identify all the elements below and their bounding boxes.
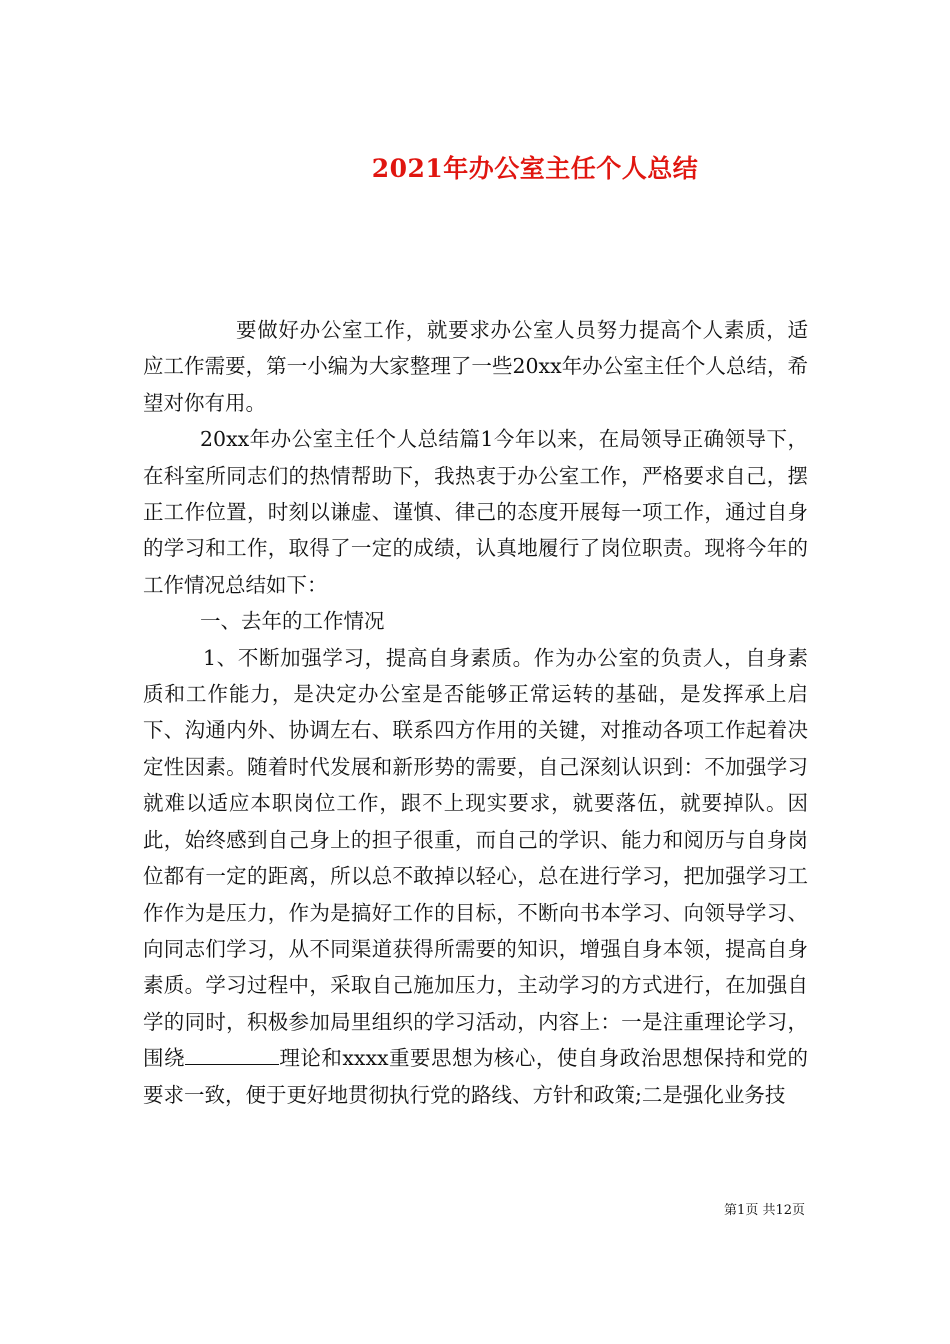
paragraph-intro: 要做好办公室工作，就要求办公室人员努力提高个人素质，适应工作需要，第一小编为大家整理了一些20xx年办公室主任个人总结，希望对你有用。 bbox=[143, 318, 808, 415]
page-number-footer: 第1页 共12页 bbox=[724, 1203, 805, 1218]
paragraph-study bbox=[143, 640, 808, 1113]
section-heading-last-year-work: 一、去年的工作情况 bbox=[200, 609, 385, 634]
paragraph-summary-opening: 20xx年办公室主任个人总结篇1今年以来，在局领导正确领导下，在科室所同志们的热情帮助下，我热衷于办公室工作，严格要求自己，摆正工作位置，时刻以谦虚、谨慎、律己的态度开展每一项工作，通过自身的学习和工作，取得了一定的成绩，认真地履行了岗位职责。现将今年的工作情况总结如下： bbox=[143, 427, 808, 597]
paragraph-study-part2: 理论和xxxx重要思想为核心，使自身政治思想保持和党的要求一致，便于更好地贯彻执行党的路线、方针和政策;二是强化业务技 bbox=[143, 1046, 809, 1107]
fill-in-blank bbox=[237, 1046, 279, 1065]
document-body bbox=[143, 312, 808, 1113]
document-title: 2021年办公室主任个人总结 bbox=[371, 153, 699, 183]
paragraph-study-part1: 1、不断加强学习，提高自身素质。作为办公室的负责人，自身素质和工作能力，是决定办公室是否能够正常运转的基础，是发挥承上启下、沟通内外、协调左右、联系四方作用的关键，对推动各项工作起着决定性因素。随着时代发展和新形势的需要，自己深刻认识到：不加强学习就难以适应本职岗位工作，跟不上现实要求，就要落伍，就要掉队。因此，始终感到自己身上的担子很重，而自己的学识、能力和阅历与自身岗位都有一定的距离，所以总不敢掉以轻心，总在进行学习，把加强学习工作作为是压力，作为是搞好工作的目标，不断向书本学习、向领导学习、向同志们学习，从不同渠道获得所需要的知识，增强自身本领，提高自身素质。学习过程中，采取自己施加压力，主动学习的方式进行，在加强自学的同时，积极参加局里组织的学习活动，内容上：一是注重理论学习，围绕 bbox=[143, 645, 808, 1071]
fill-in-blank bbox=[185, 1046, 237, 1065]
